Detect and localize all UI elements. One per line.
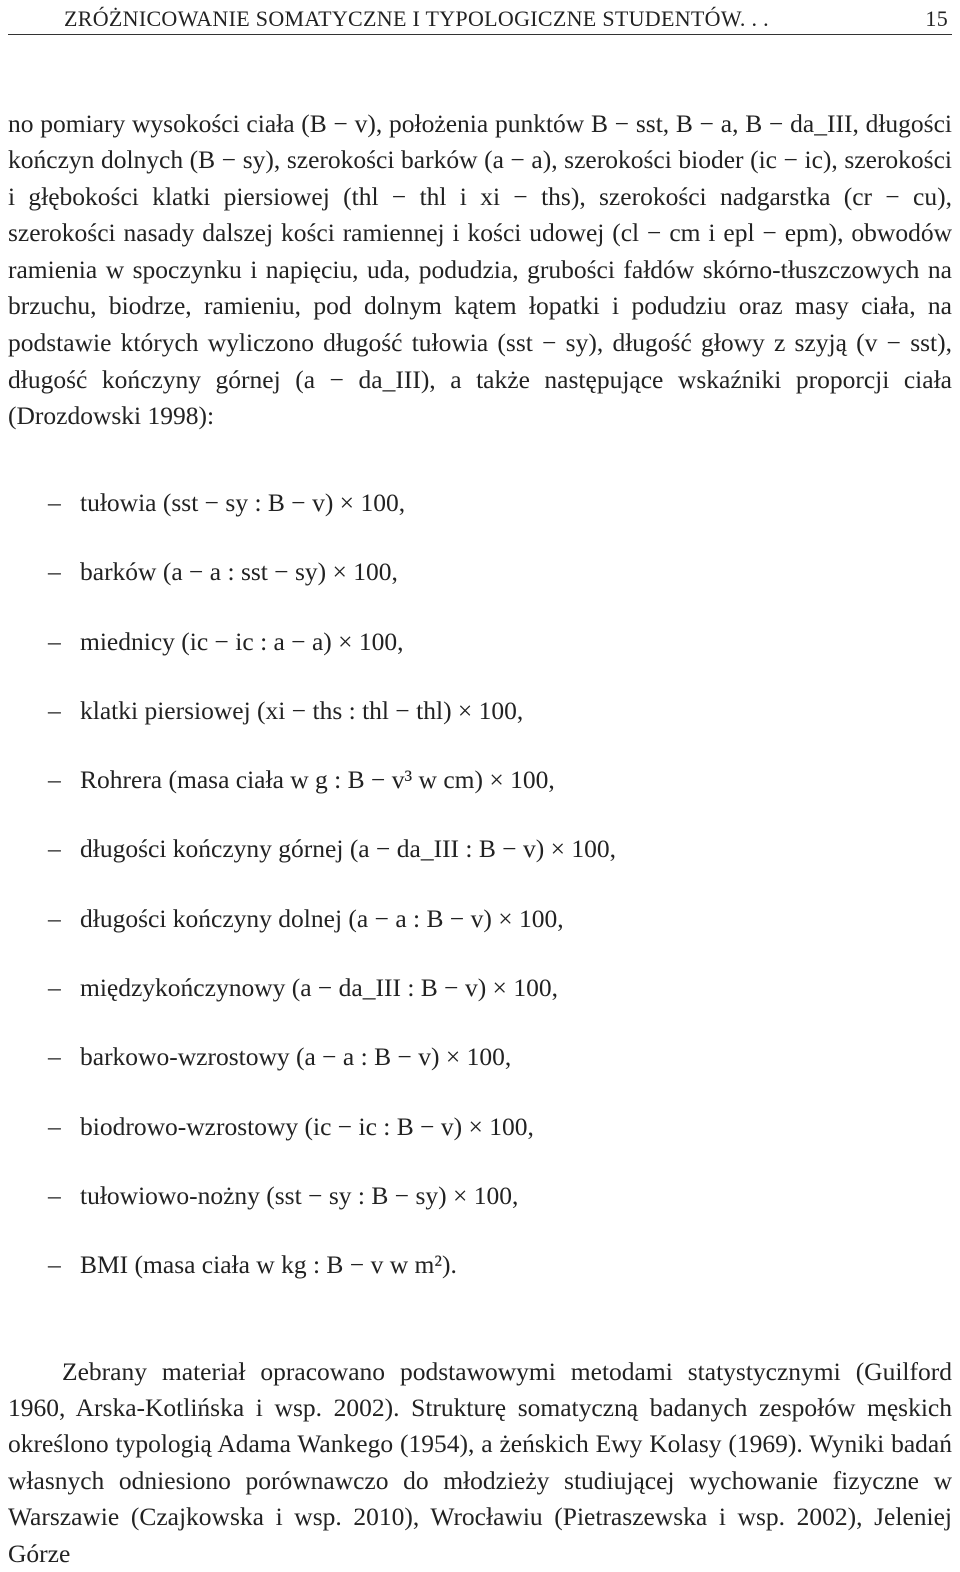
list-dash: – [48, 903, 61, 933]
list-item-text: długości kończyny górnej (a − da_III : B − v) × 100, [80, 834, 617, 864]
list-item-text: klatki piersiowej (xi − ths : thl − thl) × 100, [80, 695, 524, 725]
analysis-paragraph: Zebrany materiał opracowano podstawowymi metodami statystycznymi (Guilford 1960, Arska-Kotlińska i wsp. 2002). Strukturę somatyczną badanych zespołów męskich określono typologią Adama Wankego (1954), a żeńskich Ewy Kolasy (1969). Wyniki badań własnych odniesiono porównawczo do młodzieży studiującej wychowanie fizyczne w Warszawie (Czajkowska i wsp. 2010), Wrocławiu (Pietraszewska i wsp. 2002), Jeleniej Górze [8, 1356, 952, 1568]
list-dash: – [48, 1042, 61, 1072]
list-item [8, 970, 952, 1039]
list-dash: – [48, 973, 61, 1003]
list-item [8, 1109, 952, 1178]
list-dash: – [48, 1250, 61, 1280]
list-item-text: długości kończyny dolnej (a − a : B − v) × 100, [80, 903, 564, 933]
list-item [8, 1178, 952, 1247]
list-item [8, 831, 952, 900]
list-item-text: tułowia (sst − sy : B − v) × 100, [80, 488, 406, 517]
index-list [8, 485, 952, 1317]
list-item [8, 762, 952, 831]
list-item-text: barkowo-wzrostowy (a − a : B − v) × 100, [80, 1042, 512, 1072]
list-item-text: biodrowo-wzrostowy (ic − ic : B − v) × 100, [80, 1111, 534, 1141]
list-item [8, 485, 952, 554]
list-dash: – [48, 765, 61, 795]
list-dash: – [48, 488, 61, 517]
list-dash: – [48, 695, 61, 725]
page-number: 15 [925, 6, 948, 31]
list-item [8, 693, 952, 762]
list-item-text: miednicy (ic − ic : a − a) × 100, [80, 626, 404, 656]
list-item-text: tułowiowo-nożny (sst − sy : B − sy) × 100, [80, 1180, 519, 1210]
list-item-text: BMI (masa ciała w kg : B − v w m²). [80, 1250, 457, 1280]
list-item-text: Rohrera (masa ciała w g : B − v³ w cm) × 100, [80, 765, 555, 795]
list-dash: – [48, 1180, 61, 1210]
list-item [8, 901, 952, 970]
methods-paragraph: no pomiary wysokości ciała (B − v), położenia punktów B − sst, B − a, B − da_III, długości kończyn dolnych (B − sy), szerokości barków (a − a), szerokości bioder (ic − ic), szerokości i głębokości klatki piersiowej (thl − thl i xi − ths), szerokości nadgarstka (cr − cu), szerokości nasady dalszej kości ramiennej i kości udowej (cl − cm i epl − epm), obwodów ramienia w spoczynku i napięciu, uda, podudzia, grubości fałdów skórno-tłuszczowych na brzuchu, biodrze, ramieniu, pod dolnym kątem łopatki i podudziu oraz masy ciała, na podstawie których wyliczono długość tułowia (sst − sy), długość głowy z szyją (v − sst), długość kończyny górnej (a − da_III), a także następujące wskaźniki proporcji ciała (Drozdowski 1998): [8, 108, 952, 431]
list-item [8, 1247, 952, 1316]
list-item [8, 554, 952, 623]
list-item [8, 1039, 952, 1108]
header-title: ZRÓŻNICOWANIE SOMATYCZNE I TYPOLOGICZNE STUDENTÓW. . . [64, 6, 769, 31]
list-dash: – [48, 557, 61, 587]
list-dash: – [48, 626, 61, 656]
list-dash: – [48, 834, 61, 864]
list-item [8, 624, 952, 693]
list-item-text: międzykończynowy (a − da_III : B − v) × 100, [80, 973, 558, 1003]
list-dash: – [48, 1111, 61, 1141]
running-header [8, 2, 952, 35]
list-item-text: barków (a − a : sst − sy) × 100, [80, 557, 398, 587]
